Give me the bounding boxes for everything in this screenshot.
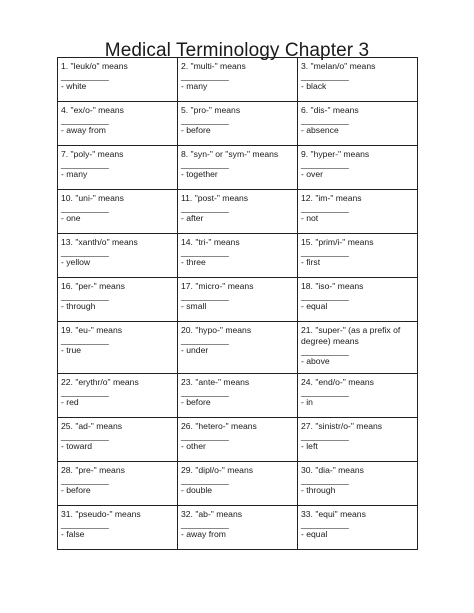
question-cell [298,146,418,190]
answer-blank-line: __________ [301,387,349,397]
question-answer: - not [301,213,319,223]
question-prompt: 16. "per-" means [61,281,125,291]
question-cell [178,58,298,102]
question-answer: - away from [61,125,106,135]
question-prompt: 12. "im-" means [301,193,362,203]
answer-blank-line: __________ [181,387,229,397]
worksheet-row [58,190,418,234]
question-prompt: 29. "dipl/o-" means [181,465,254,475]
question-prompt: 1. "leuk/o" means [61,61,128,71]
answer-blank-line: __________ [301,519,349,529]
question-answer: - false [61,529,85,539]
answer-blank-line: __________ [301,71,349,81]
page-title: Medical Terminology Chapter 3 [104,39,370,61]
question-answer: - under [181,345,209,355]
question-answer: - over [301,169,323,179]
question-cell [178,278,298,322]
worksheet-row [58,462,418,506]
worksheet-row [58,418,418,462]
worksheet-row [58,278,418,322]
answer-blank-line: __________ [181,335,229,345]
answer-blank-line: __________ [61,71,109,81]
question-prompt: 32. "ab-" means [181,509,243,519]
question-cell [178,234,298,278]
question-cell [58,58,178,102]
answer-blank-line: __________ [301,431,349,441]
question-answer: - left [301,441,318,451]
question-cell [58,506,178,550]
question-answer: - yellow [61,257,91,267]
question-answer: - three [181,257,206,267]
answer-blank-line: __________ [61,431,109,441]
worksheet-row [58,322,418,374]
question-cell [178,322,298,374]
answer-blank-line: __________ [181,71,229,81]
question-answer: - through [301,485,336,495]
question-cell [58,102,178,146]
answer-blank-line: __________ [301,291,349,301]
answer-blank-line: __________ [61,115,109,125]
question-answer: - toward [61,441,93,451]
question-cell [178,102,298,146]
question-cell [298,234,418,278]
question-cell [298,102,418,146]
question-answer: - before [61,485,91,495]
answer-blank-line: __________ [181,431,229,441]
question-cell [298,190,418,234]
worksheet-row [58,102,418,146]
question-answer: - absence [301,125,339,135]
answer-blank-line: __________ [61,387,109,397]
question-prompt: 10. "uni-" means [61,193,124,203]
question-prompt: 7. "poly-" means [61,149,124,159]
question-answer: - equal [301,529,328,539]
question-prompt: 15. "prim/i-" means [301,237,374,247]
question-cell [178,146,298,190]
question-prompt: 18. "iso-" means [301,281,364,291]
question-answer: - in [301,397,313,407]
question-cell [178,462,298,506]
question-answer: - equal [301,301,328,311]
answer-blank-line: __________ [61,247,109,257]
worksheet-row [58,234,418,278]
question-answer: - first [301,257,321,267]
question-prompt: 33. "equi" means [301,509,366,519]
question-cell [178,418,298,462]
answer-blank-line: __________ [61,475,109,485]
question-answer: - above [301,356,330,366]
question-prompt: 27. "sinistr/o-" means [301,421,383,431]
question-cell [58,278,178,322]
question-answer: - after [181,213,204,223]
worksheet-row [58,506,418,550]
answer-blank-line: __________ [181,247,229,257]
question-answer: - many [181,81,208,91]
question-answer: - together [181,169,218,179]
worksheet-row [58,374,418,418]
answer-blank-line: __________ [181,115,229,125]
question-answer: - one [61,213,81,223]
question-prompt: 28. "pre-" means [61,465,125,475]
question-answer: - through [61,301,96,311]
answer-blank-line: __________ [301,203,349,213]
question-prompt: 30. "dia-" means [301,465,364,475]
worksheet-body [58,58,418,550]
question-prompt: 21. "super-" (as a prefix of degree) means [301,325,401,346]
question-prompt: 11. "post-" means [181,193,249,203]
question-cell [58,146,178,190]
question-cell [298,58,418,102]
question-answer: - small [181,301,207,311]
question-answer: - black [301,81,327,91]
question-answer: - before [181,125,211,135]
answer-blank-line: __________ [181,159,229,169]
answer-blank-line: __________ [181,475,229,485]
question-prompt: 4. "ex/o-" means [61,105,124,115]
answer-blank-line: __________ [61,159,109,169]
question-prompt: 26. "hetero-" means [181,421,257,431]
question-prompt: 17. "micro-" means [181,281,254,291]
question-prompt: 19. "eu-" means [61,325,123,335]
question-cell [58,234,178,278]
question-answer: - white [61,81,87,91]
answer-blank-line: __________ [301,346,349,356]
answer-blank-line: __________ [301,115,349,125]
question-prompt: 13. "xanth/o" means [61,237,138,247]
question-prompt: 3. "melan/o" means [301,61,376,71]
question-cell [58,322,178,374]
question-cell [298,374,418,418]
question-cell [178,190,298,234]
question-cell [178,374,298,418]
question-answer: - true [61,345,82,355]
answer-blank-line: __________ [301,475,349,485]
answer-blank-line: __________ [181,291,229,301]
question-answer: - many [61,169,88,179]
question-answer: - away from [181,529,226,539]
question-cell [298,506,418,550]
question-cell [298,278,418,322]
question-prompt: 20. "hypo-" means [181,325,252,335]
question-answer: - other [181,441,206,451]
question-cell [58,462,178,506]
question-cell [298,418,418,462]
answer-blank-line: __________ [61,291,109,301]
question-prompt: 9. "hyper-" means [301,149,370,159]
question-answer: - red [61,397,79,407]
answer-blank-line: __________ [61,335,109,345]
question-prompt: 24. "end/o-" means [301,377,374,387]
question-prompt: 2. "multi-" means [181,61,246,71]
question-cell [178,506,298,550]
answer-blank-line: __________ [61,519,109,529]
question-cell [58,190,178,234]
question-cell [298,462,418,506]
worksheet-table [57,57,418,550]
question-prompt: 22. "erythr/o" means [61,377,139,387]
question-cell [298,322,418,374]
worksheet-row [58,58,418,102]
answer-blank-line: __________ [301,247,349,257]
answer-blank-line: __________ [181,519,229,529]
question-prompt: 5. "pro-" means [181,105,241,115]
answer-blank-line: __________ [181,203,229,213]
answer-blank-line: __________ [301,159,349,169]
answer-blank-line: __________ [61,203,109,213]
question-prompt: 6. "dis-" means [301,105,359,115]
question-prompt: 14. "tri-" means [181,237,240,247]
worksheet-row [58,146,418,190]
question-cell [58,374,178,418]
question-prompt: 8. "syn-" or "sym-" means [181,149,279,159]
question-answer: - before [181,397,211,407]
question-cell [58,418,178,462]
question-answer: - double [181,485,213,495]
question-prompt: 23. "ante-" means [181,377,250,387]
question-prompt: 31. "pseudo-" means [61,509,141,519]
question-prompt: 25. "ad-" means [61,421,123,431]
